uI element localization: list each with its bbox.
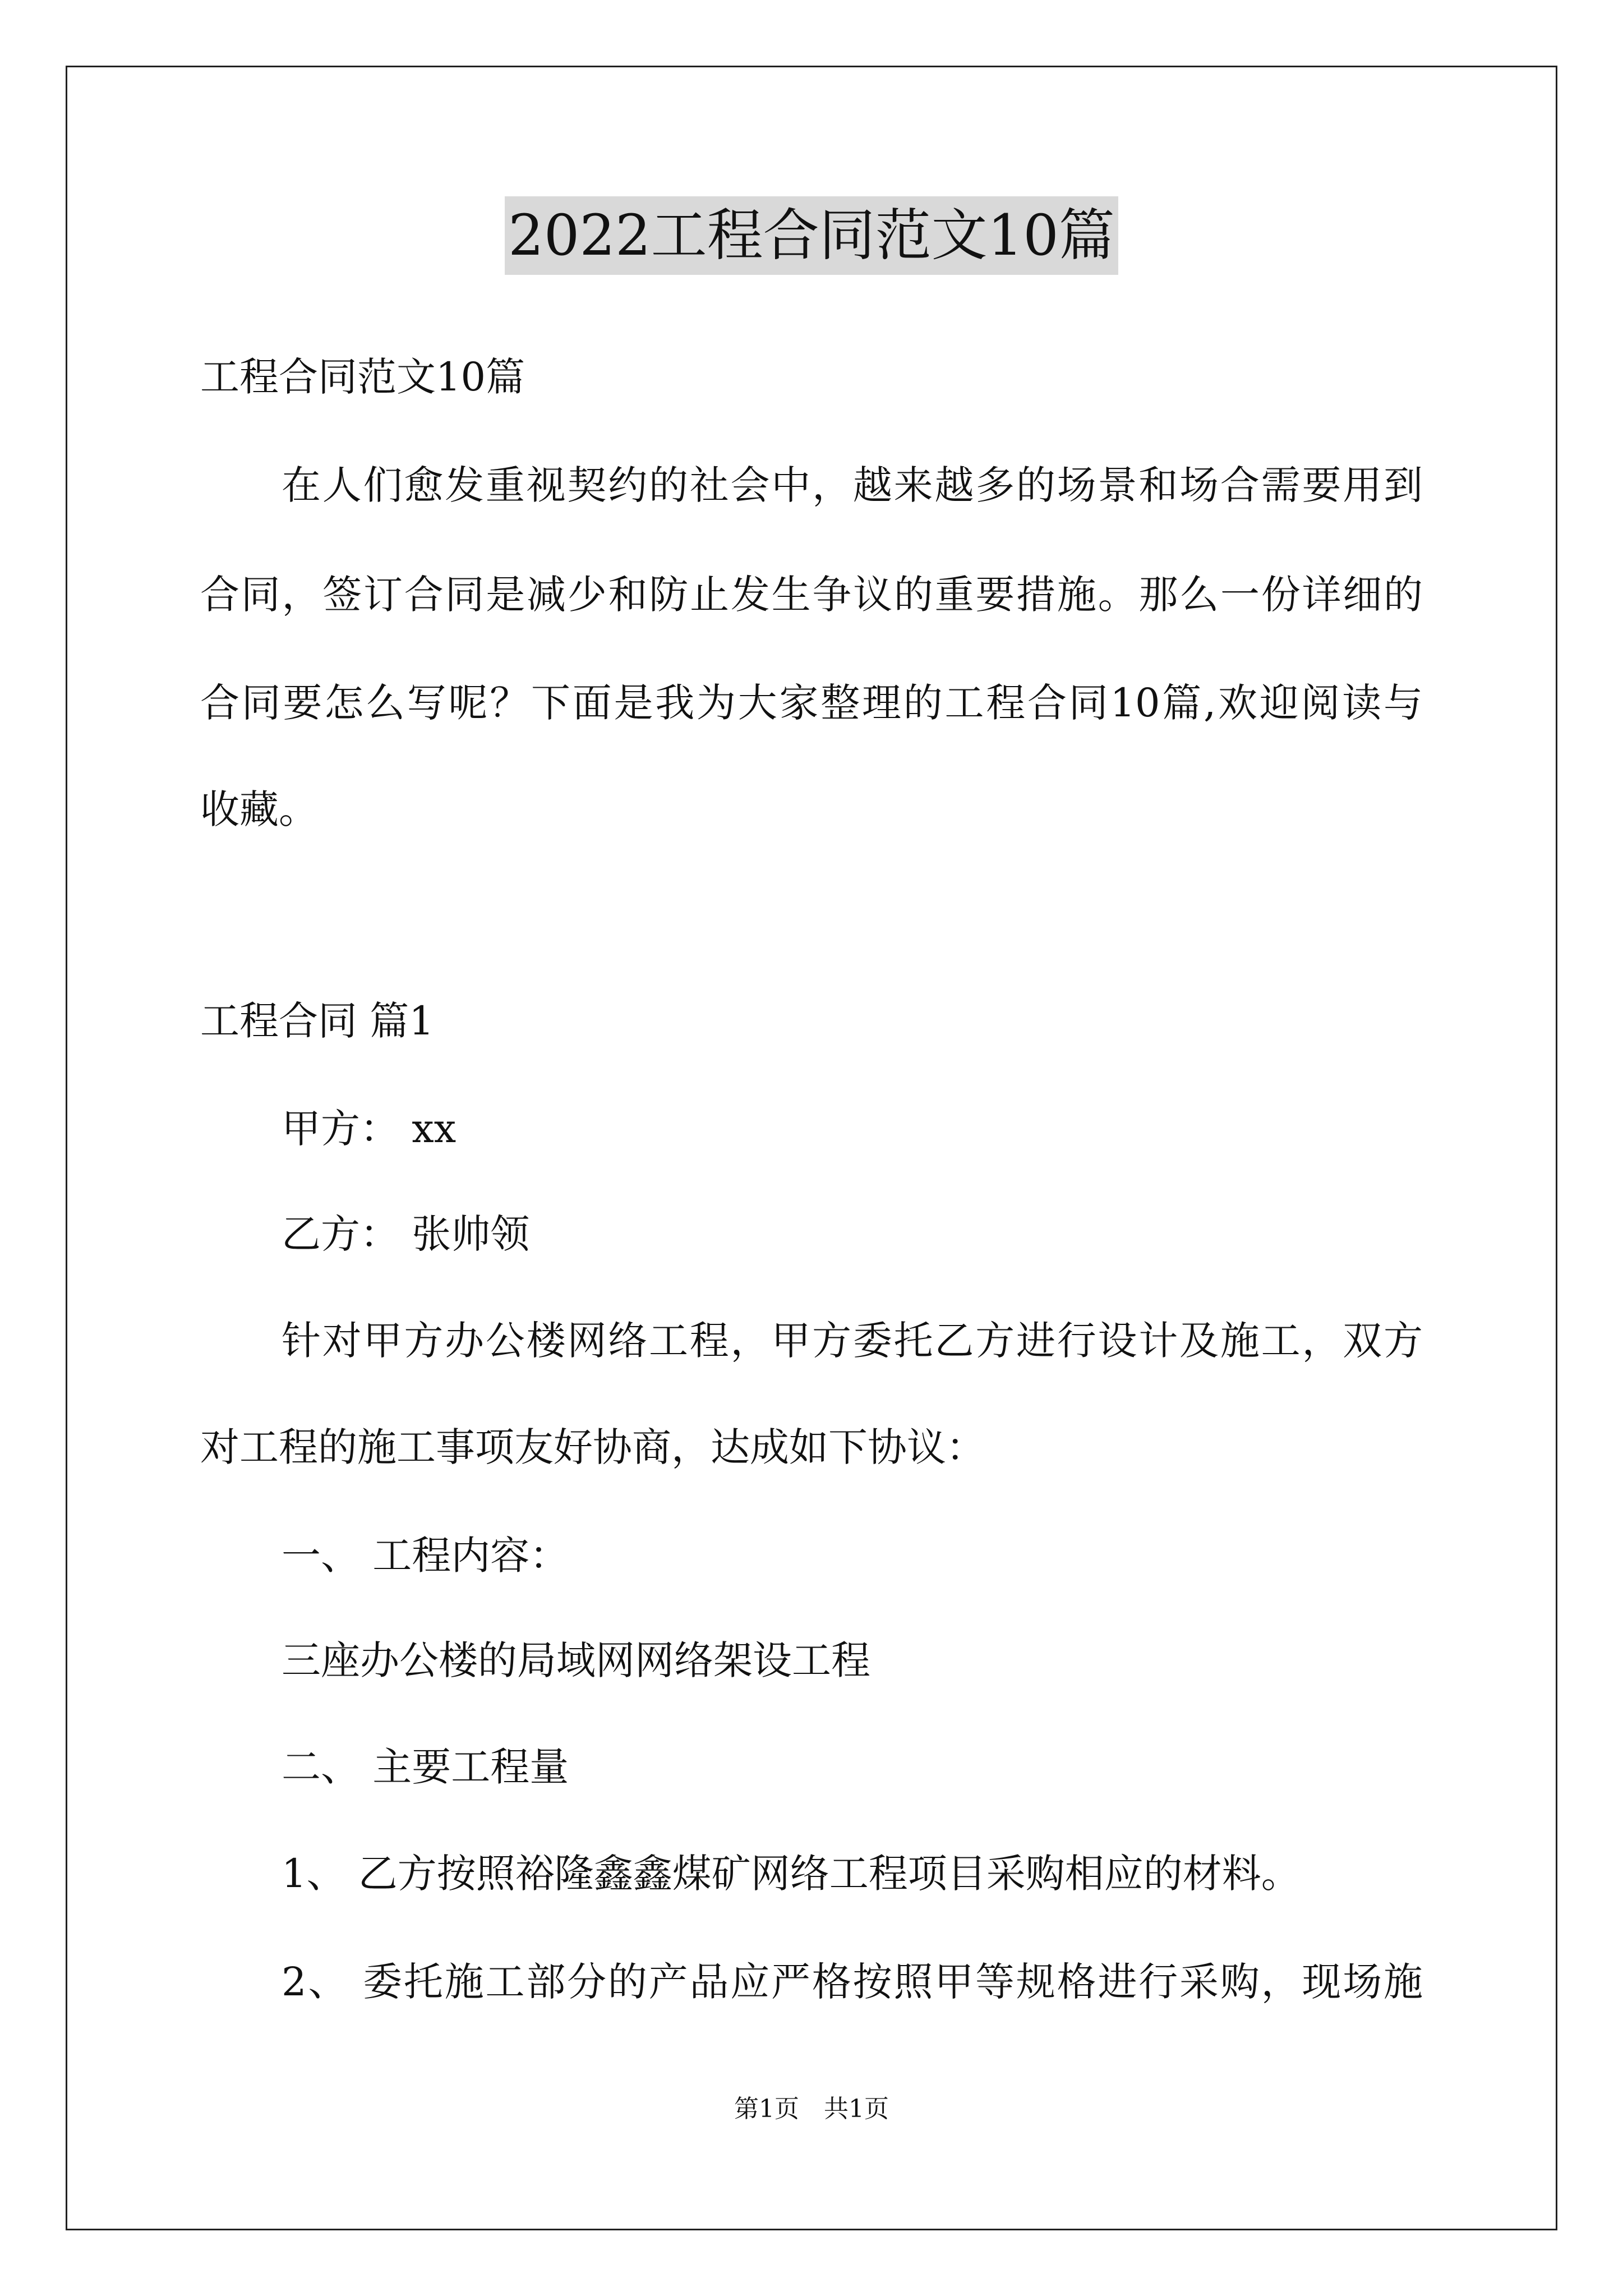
intro-line-1: 在人们愈发重视契约的社会中，越来越多的场景和场合需要用到	[282, 462, 1423, 508]
party-b: 乙方： 张帅领	[282, 1211, 530, 1257]
intro-line-4: 收藏。	[200, 786, 318, 832]
item-1-text: 三座办公楼的局域网网络架设工程	[282, 1637, 870, 1683]
intro-line-2: 合同，签订合同是减少和防止发生争议的重要措施。那么一份详细的	[200, 572, 1423, 618]
paragraph-line-1: 针对甲方办公楼网络工程，甲方委托乙方进行设计及施工，双方	[282, 1318, 1423, 1364]
document-title: 2022工程合同范文10篇	[505, 196, 1118, 275]
party-a: 甲方： xx	[282, 1106, 457, 1152]
page-footer: 第1页 共1页	[734, 2095, 889, 2123]
sub-item-2: 2、 委托施工部分的产品应严格按照甲等规格进行采购，现场施	[282, 1959, 1423, 2005]
document-subtitle: 工程合同范文10篇	[200, 354, 525, 400]
intro-line-3: 合同要怎么写呢？下面是我为大家整理的工程合同10篇,欢迎阅读与	[200, 680, 1423, 726]
title-container	[0, 196, 1623, 275]
sub-item-1: 1、 乙方按照裕隆鑫鑫煤矿网络工程项目采购相应的材料。	[282, 1851, 1301, 1897]
paragraph-line-2: 对工程的施工事项友好协商，达成如下协议：	[200, 1424, 985, 1470]
section-heading: 工程合同 篇1	[200, 998, 434, 1044]
item-1-heading: 一、 工程内容：	[282, 1533, 569, 1579]
item-2-heading: 二、 主要工程量	[282, 1744, 569, 1790]
